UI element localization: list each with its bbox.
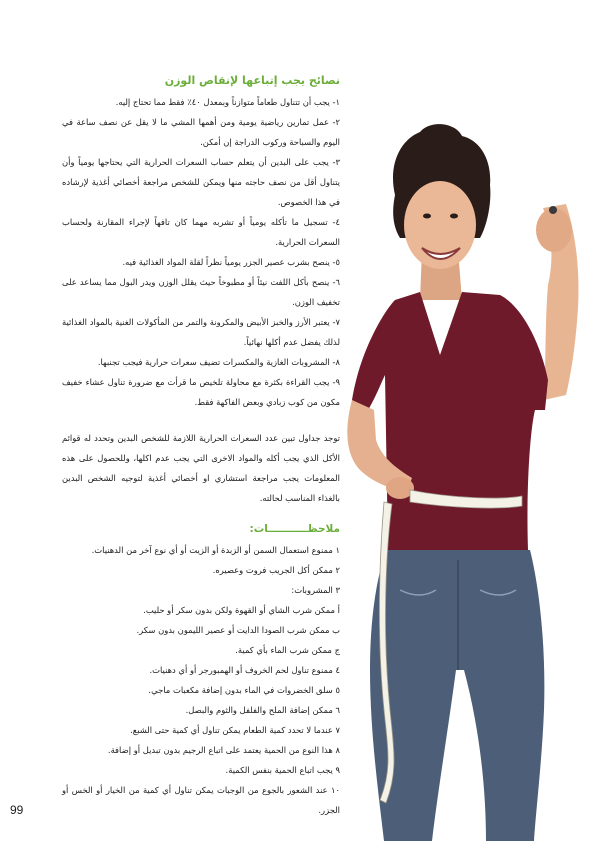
note-item: ٢ ممكن أكل الجريب فروت وعصيره. xyxy=(212,565,340,575)
note-item: ١٠ عند الشعور بالجوع من الوجبات يمكن تناول أي كمية من الخيار أو الخس أو الجزر. xyxy=(62,785,340,815)
note-item: ٤ ممنوع تناول لحم الخروف أو الهمبورجر أو أي دهنيات. xyxy=(149,665,340,675)
note-item: أ ممكن شرب الشاي أو القهوة ولكن بدون سكر أو حليب. xyxy=(143,605,340,615)
note-item: ٦ ممكن إضافة الملح والفلفل والثوم والبصل. xyxy=(185,705,340,715)
maroon-shirt xyxy=(352,292,548,550)
note-item: ٨ هذا النوع من الحمية يعتمد على اتباع الرجيم بدون تبديل أو إضافة. xyxy=(107,745,340,755)
note-item: ج ممكن شرب الماء بأي كمية. xyxy=(235,645,340,655)
notes-heading: ملاحظـــــــــــات: xyxy=(249,523,340,535)
page-number: 99 xyxy=(10,803,24,817)
tip-item: ٨- المشروبات الغازية والمكسرات تضيف سعرات حرارية فيجب تجنبها. xyxy=(97,357,340,367)
raised-fist xyxy=(536,208,572,252)
ring-icon xyxy=(549,206,557,214)
tips-list xyxy=(62,92,340,412)
calorie-paragraph: توجد جداول تبين عدد السعرات الحرارية اللازمة للشخص البدين وتحدد له قوائم الأكل الذي يجب أكله والمواد الاخرى التي يجب عدم اكلها، وللحصول على هذه المعلومات يجب مراجعة استشاري او أخصائي أغذية لتوجيه الشخص البدين بالغذاء المناسب لحالته. xyxy=(62,433,340,503)
tip-item: ٧- يعتبر الأرز والخبز الأبيض والمكرونة والتمر من المأكولات الغنية بالمواد الغذائية لذلك يفضل عدم أكلها نهائياً. xyxy=(62,317,340,347)
tip-item: ٤- تسجيل ما تأكله يومياً أو تشربه مهما كان تافهاً لإجراء المقارنة ولحساب السعرات الحرارية. xyxy=(62,217,340,247)
tip-item: ٥- ينصح بشرب عصير الجزر يومياً نظراً لقلة المواد الغذائية فيه. xyxy=(122,257,340,267)
note-item: ١ ممنوع استعمال السمن أو الزبدة أو الزيت أو أي نوع آخر من الدهنيات. xyxy=(91,545,340,555)
tip-item: ٦- ينصح بأكل اللفت نيئاً أو مطبوخاً حيث يقلل الوزن ويدر البول مما يساعد على تخفيف الوزن. xyxy=(62,277,340,307)
woman-measuring-waist-photo xyxy=(340,110,595,841)
tip-item: ٩- يجب القراءة بكثرة مع محاولة تلخيص ما قرأت مع ضرورة تناول عشاء خفيف مكون من كوب زبادي وبعض الفاكهة فقط. xyxy=(62,377,340,407)
tip-item: ١- يجب أن تتناول طعاماً متوازناً وبمعدل ٤٠٪ فقط مما تحتاج إليه. xyxy=(115,97,340,107)
note-item: ب ممكن شرب الصودا الدايت أو عصير الليمون بدون سكر. xyxy=(136,625,340,635)
section-spacer xyxy=(62,412,340,428)
note-item: ٣ المشروبات: xyxy=(291,585,340,595)
tips-heading: نصائح يجب إتباعها لإنقاص الوزن xyxy=(164,74,340,87)
note-item: ٥ سلق الخضروات في الماء بدون إضافة مكعبات ماجي. xyxy=(148,685,340,695)
notes-list xyxy=(62,540,340,820)
note-item: ٧ عندما لا تحدد كمية الطعام يمكن تناول أي كمية حتى الشبع. xyxy=(130,725,340,735)
tip-item: ٣- يجب على البدين أن يتعلم حساب السعرات الحرارية التي يحتاجها يومياً وأن يتناول أقل من نصف حاجته منها ويمكن للشخص مراجعة أخصائي أغذية لإرشاده في هذا الخصوص. xyxy=(62,157,340,207)
note-item: ٩ يجب اتباع الحمية بنفس الكمية. xyxy=(225,765,340,775)
article-text xyxy=(62,72,340,820)
tip-item: ٢- عمل تمارين رياضية يومية ومن أهمها المشي ما لا يقل عن نصف ساعة في اليوم والسباحة وركوب الدراجة إن أمكن. xyxy=(62,117,340,147)
